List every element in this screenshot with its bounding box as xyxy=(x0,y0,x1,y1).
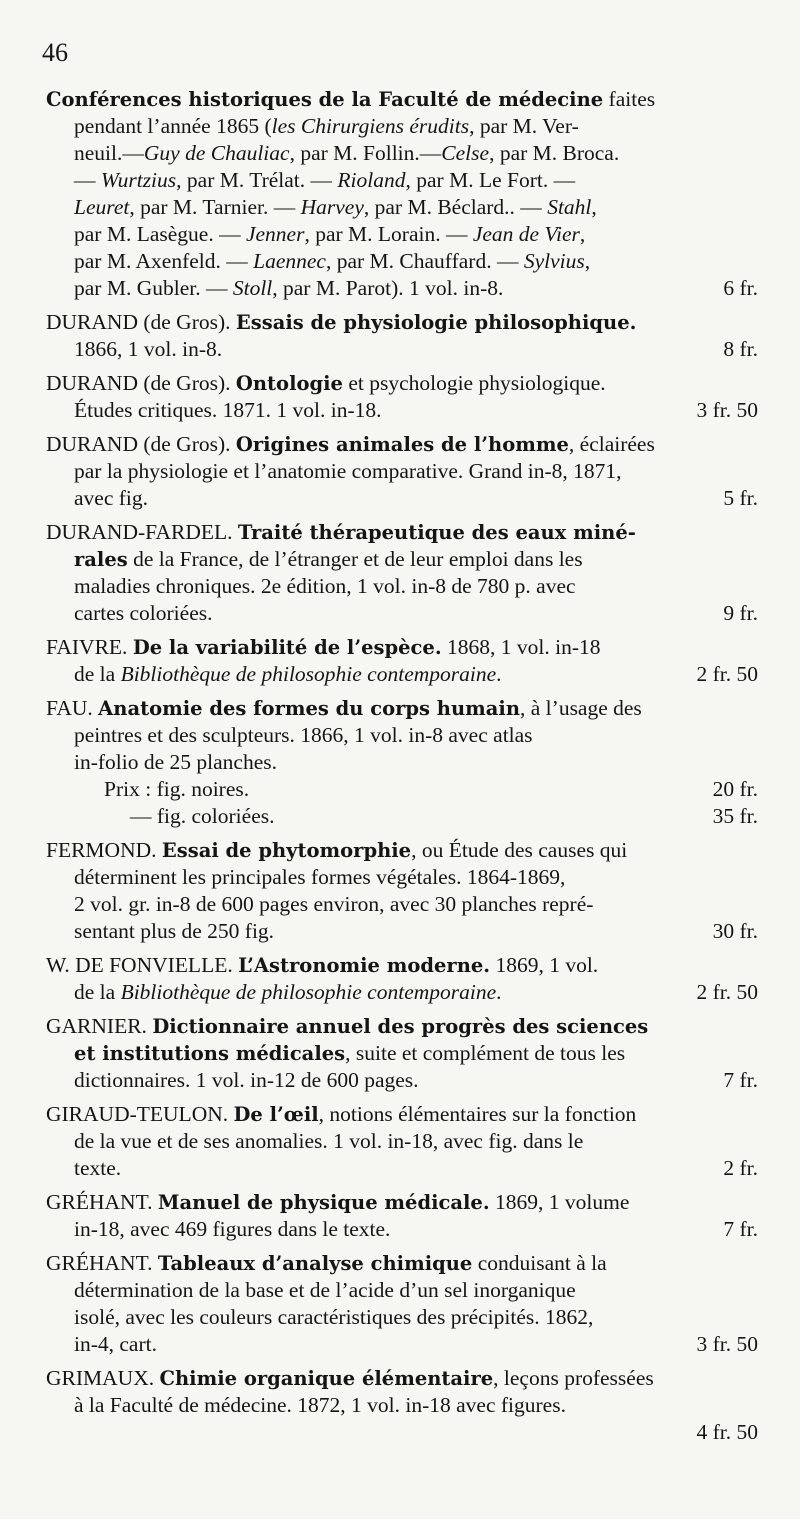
body-text: , suite et complément de tous les xyxy=(345,1041,626,1065)
entry-line xyxy=(46,891,758,918)
body-text: GARNIER. xyxy=(46,1014,153,1038)
price: 7 fr. xyxy=(723,1217,758,1241)
price: 7 fr. xyxy=(723,1068,758,1092)
italic-text: Stahl xyxy=(547,195,592,219)
entry-line xyxy=(46,864,758,891)
body-text: , par M. Trélat. — xyxy=(176,168,338,192)
body-text: , par M. Broca. xyxy=(489,141,620,165)
entry-line xyxy=(46,749,758,776)
entry-line xyxy=(46,634,758,661)
catalogue-entry xyxy=(46,1189,758,1243)
line-text xyxy=(104,776,249,803)
line-text xyxy=(74,248,590,275)
entry-title: Conférences historiques de la Faculté de médecine xyxy=(46,88,604,111)
body-text: GRIMAUX. xyxy=(46,1366,160,1390)
body-text: maladies chroniques. 2e édition, 1 vol. in-8 de 780 p. avec xyxy=(74,574,576,598)
price: 8 fr. xyxy=(723,337,758,361)
line-text xyxy=(74,891,593,918)
body-text: neuil.— xyxy=(74,141,144,165)
body-text: FAIVRE. xyxy=(46,635,133,659)
italic-text: Laennec xyxy=(253,249,326,273)
entry-line xyxy=(46,519,758,546)
italic-text: Stoll xyxy=(232,276,273,300)
body-text: avec fig. xyxy=(74,486,149,510)
line-text xyxy=(74,1331,157,1358)
entry-title: Essai de phytomorphie xyxy=(161,839,412,862)
body-text: , xyxy=(579,222,586,246)
line-text xyxy=(74,1277,576,1304)
body-text: FAU. xyxy=(46,696,99,720)
price: 3 fr. 50 xyxy=(696,1332,758,1356)
body-text: , notions élémentaires sur la fonction xyxy=(318,1102,637,1126)
line-text xyxy=(46,370,606,397)
catalogue-entry xyxy=(46,1101,758,1182)
italic-text: Rioland xyxy=(337,168,406,192)
body-text: peintres et des sculpteurs. 1866, 1 vol. in-8 avec atlas xyxy=(74,723,533,747)
italic-text: les Chirurgiens érudits xyxy=(271,114,470,138)
entry-line xyxy=(46,397,758,424)
body-text: , par M. Ver- xyxy=(469,114,579,138)
page-number: 46 xyxy=(42,38,68,67)
line-text xyxy=(74,1155,121,1182)
body-text: de la xyxy=(74,662,121,686)
entry-line xyxy=(46,1365,758,1392)
body-text: de la xyxy=(74,980,121,1004)
entry-line xyxy=(46,1101,758,1128)
body-text: Études critiques. 1871. 1 vol. in-18. xyxy=(74,398,382,422)
catalogue-entry xyxy=(46,695,758,830)
body-text: , par M. Béclard.. — xyxy=(363,195,548,219)
body-text: — xyxy=(74,168,101,192)
entry-line xyxy=(46,194,758,221)
line-text xyxy=(46,634,600,661)
catalogue-entry xyxy=(46,1013,758,1094)
entry-title: Chimie organique élémentaire xyxy=(159,1367,494,1390)
entry-line xyxy=(46,661,758,688)
entry-line xyxy=(46,113,758,140)
body-text: GRÉHANT. xyxy=(46,1251,158,1275)
line-text xyxy=(74,167,575,194)
body-text: , à l’usage des xyxy=(520,696,642,720)
price: 2 fr. 50 xyxy=(696,980,758,1004)
entry-line xyxy=(46,1216,758,1243)
body-text: , xyxy=(591,195,597,219)
body-text: pendant l’année 1865 ( xyxy=(74,114,272,138)
entry-title: Dictionnaire annuel des progrès des sciences xyxy=(152,1015,649,1038)
body-text: , leçons professées xyxy=(493,1366,654,1390)
entry-line xyxy=(46,485,758,512)
price: 35 fr. xyxy=(712,804,758,828)
body-text: 1866, 1 vol. in-8. xyxy=(74,337,223,361)
catalogue-entry xyxy=(46,1365,758,1446)
line-text xyxy=(46,519,636,546)
body-text: 1868, 1 vol. in-18 xyxy=(441,635,601,659)
line-text xyxy=(130,803,275,830)
line-text xyxy=(74,546,583,573)
entry-line xyxy=(46,336,758,363)
body-text: , xyxy=(584,249,591,273)
italic-text: Guy de Chauliac xyxy=(143,141,290,165)
catalogue-entry xyxy=(46,952,758,1006)
line-text xyxy=(74,221,585,248)
catalogue-entry xyxy=(46,837,758,945)
entry-line xyxy=(46,1419,758,1446)
body-text: — fig. coloriées. xyxy=(130,804,275,828)
price: 3 fr. 50 xyxy=(696,398,758,422)
line-text xyxy=(46,1101,636,1128)
body-text: , éclairées xyxy=(568,432,655,456)
line-text xyxy=(74,918,274,945)
line-text xyxy=(46,1250,607,1277)
body-text: DURAND (de Gros). xyxy=(46,371,236,395)
body-text: DURAND (de Gros). xyxy=(46,432,236,456)
italic-text: Celse xyxy=(441,141,490,165)
entry-line xyxy=(46,370,758,397)
price: 4 fr. 50 xyxy=(696,1420,758,1444)
entry-line xyxy=(46,140,758,167)
body-text: à la Faculté de médecine. 1872, 1 vol. in-18 avec figures. xyxy=(74,1393,566,1417)
entry-line xyxy=(46,722,758,749)
body-text: détermination de la base et de l’acide d’un sel inorganique xyxy=(74,1278,576,1302)
price: 2 fr. xyxy=(723,1156,758,1180)
body-text: . xyxy=(496,980,502,1004)
catalogue-entry xyxy=(46,309,758,363)
body-text: de la vue et de ses anomalies. 1 vol. in-18, avec fig. dans le xyxy=(74,1129,584,1153)
body-text: , par M. Follin.— xyxy=(289,141,442,165)
entry-line xyxy=(46,600,758,627)
entry-line xyxy=(46,1250,758,1277)
line-text xyxy=(74,113,579,140)
line-text xyxy=(74,1216,390,1243)
line-text xyxy=(74,722,533,749)
line-text xyxy=(74,1067,419,1094)
catalogue-entry xyxy=(46,370,758,424)
entry-title: Tableaux d’analyse chimique xyxy=(157,1252,473,1275)
body-text: , par M. Lorain. — xyxy=(304,222,473,246)
body-text: 1869, 1 vol. xyxy=(490,953,599,977)
entry-title: Traité thérapeutique des eaux miné- xyxy=(237,521,636,544)
line-text xyxy=(46,86,655,113)
italic-text: Sylvius xyxy=(523,249,585,273)
catalogue-entry xyxy=(46,519,758,627)
line-text xyxy=(74,864,565,891)
line-text xyxy=(46,1013,648,1040)
entry-line xyxy=(46,221,758,248)
line-text xyxy=(74,1392,566,1419)
line-text xyxy=(74,600,212,627)
line-text xyxy=(74,1128,583,1155)
price: 20 fr. xyxy=(712,777,758,801)
price: 6 fr. xyxy=(723,276,758,300)
body-text: , par M. Parot). 1 vol. in-8. xyxy=(272,276,504,300)
italic-text: Harvey xyxy=(300,195,364,219)
line-text xyxy=(46,837,627,864)
entry-line xyxy=(46,1304,758,1331)
entry-title: et institutions médicales xyxy=(74,1042,346,1065)
body-text: , par M. Tarnier. — xyxy=(129,195,301,219)
entry-line xyxy=(46,695,758,722)
catalogue-entry xyxy=(46,634,758,688)
entry-title: Essais de physiologie philosophique. xyxy=(235,311,637,334)
line-text xyxy=(74,397,382,424)
entry-line xyxy=(46,1067,758,1094)
body-text: FERMOND. xyxy=(46,838,162,862)
body-text: par M. Lasègue. — xyxy=(74,222,246,246)
price: 5 fr. xyxy=(723,486,758,510)
entry-line xyxy=(46,86,758,113)
entry-line xyxy=(46,167,758,194)
body-text: in-folio de 25 planches. xyxy=(74,750,278,774)
body-text: conduisant à la xyxy=(472,1251,607,1275)
entry-line xyxy=(46,431,758,458)
entry-title: Ontologie xyxy=(235,372,343,395)
line-text xyxy=(46,695,642,722)
entry-title: De la variabilité de l’espèce. xyxy=(132,636,442,659)
price: 30 fr. xyxy=(712,919,758,943)
italic-text: Jenner xyxy=(245,222,305,246)
entry-line xyxy=(46,1013,758,1040)
body-text: . xyxy=(496,662,502,686)
entry-line xyxy=(46,248,758,275)
line-text xyxy=(46,431,655,458)
line-text xyxy=(46,309,636,336)
line-text xyxy=(74,140,619,167)
italic-text: Leuret xyxy=(74,195,130,219)
line-text xyxy=(46,1365,654,1392)
body-text: , par M. Chauffard. — xyxy=(325,249,524,273)
body-text: par la physiologie et l’anatomie comparative. Grand in-8, 1871, xyxy=(74,459,622,483)
entry-line xyxy=(46,776,758,803)
body-text: et psychologie physiologique. xyxy=(342,371,606,395)
body-text: W. DE FONVIELLE. xyxy=(46,953,239,977)
entry-line xyxy=(46,1155,758,1182)
body-text: faites xyxy=(603,87,656,111)
line-text xyxy=(46,952,598,979)
entry-line xyxy=(46,1277,758,1304)
entry-line xyxy=(46,918,758,945)
line-text xyxy=(74,573,576,600)
line-text xyxy=(74,194,597,221)
body-text: déterminent les principales formes végétales. 1864-1869, xyxy=(74,865,566,889)
entry-line xyxy=(46,1189,758,1216)
line-text xyxy=(74,275,503,302)
body-text: sentant plus de 250 fig. xyxy=(74,919,275,943)
body-text: 2 vol. gr. in-8 de 600 pages environ, avec 30 planches repré- xyxy=(74,892,594,916)
catalogue-entry xyxy=(46,431,758,512)
body-text: , par M. Le Fort. — xyxy=(405,168,576,192)
entry-line xyxy=(46,458,758,485)
entry-line xyxy=(46,546,758,573)
entry-title: Anatomie des formes du corps humain xyxy=(98,697,521,720)
entry-line xyxy=(46,275,758,302)
body-text: isolé, avec les couleurs caractéristiques des précipités. 1862, xyxy=(74,1305,594,1329)
line-text xyxy=(74,979,502,1006)
body-text: DURAND-FARDEL. xyxy=(46,520,238,544)
entry-line xyxy=(46,1392,758,1419)
body-text: GIRAUD-TEULON. xyxy=(46,1102,234,1126)
catalogue-entries xyxy=(46,86,758,1453)
entry-line xyxy=(46,803,758,830)
entry-title: rales xyxy=(74,548,128,571)
entry-line xyxy=(46,1331,758,1358)
body-text: cartes coloriées. xyxy=(74,601,213,625)
body-text: dictionnaires. 1 vol. in-12 de 600 pages. xyxy=(74,1068,419,1092)
line-text xyxy=(46,1189,629,1216)
italic-text: Bibliothèque de philosophie contemporaine xyxy=(120,662,497,686)
entry-line xyxy=(46,573,758,600)
entry-title: De l’œil xyxy=(233,1103,319,1126)
body-text: GRÉHANT. xyxy=(46,1190,158,1214)
body-text: 1869, 1 volume xyxy=(489,1190,630,1214)
entry-line xyxy=(46,837,758,864)
italic-text: Wurtzius xyxy=(100,168,177,192)
entry-line xyxy=(46,1040,758,1067)
price: 2 fr. 50 xyxy=(696,662,758,686)
line-text xyxy=(74,336,222,363)
body-text: DURAND (de Gros). xyxy=(46,310,236,334)
entry-line xyxy=(46,952,758,979)
entry-title: Origines animales de l’homme xyxy=(235,433,569,456)
catalogue-entry xyxy=(46,86,758,302)
body-text: de la France, de l’étranger et de leur emploi dans les xyxy=(127,547,583,571)
italic-text: Bibliothèque de philosophie contemporaine xyxy=(120,980,497,1004)
body-text: , ou Étude des causes qui xyxy=(411,838,628,862)
line-text xyxy=(74,458,621,485)
catalogue-entry xyxy=(46,1250,758,1358)
entry-line xyxy=(46,1128,758,1155)
line-text xyxy=(74,661,502,688)
line-text xyxy=(74,485,148,512)
body-text: par M. Axenfeld. — xyxy=(74,249,254,273)
entry-title: Manuel de physique médicale. xyxy=(157,1191,490,1214)
entry-line xyxy=(46,309,758,336)
price: 9 fr. xyxy=(723,601,758,625)
body-text: in-18, avec 469 figures dans le texte. xyxy=(74,1217,391,1241)
line-text xyxy=(74,1040,625,1067)
body-text: in-4, cart. xyxy=(74,1332,157,1356)
entry-title: L’Astronomie moderne. xyxy=(238,954,491,977)
line-text xyxy=(74,1304,593,1331)
body-text: par M. Gubler. — xyxy=(74,276,233,300)
entry-line xyxy=(46,979,758,1006)
body-text: Prix : fig. noires. xyxy=(104,777,250,801)
line-text xyxy=(74,749,277,776)
italic-text: Jean de Vier xyxy=(472,222,580,246)
body-text: texte. xyxy=(74,1156,122,1180)
